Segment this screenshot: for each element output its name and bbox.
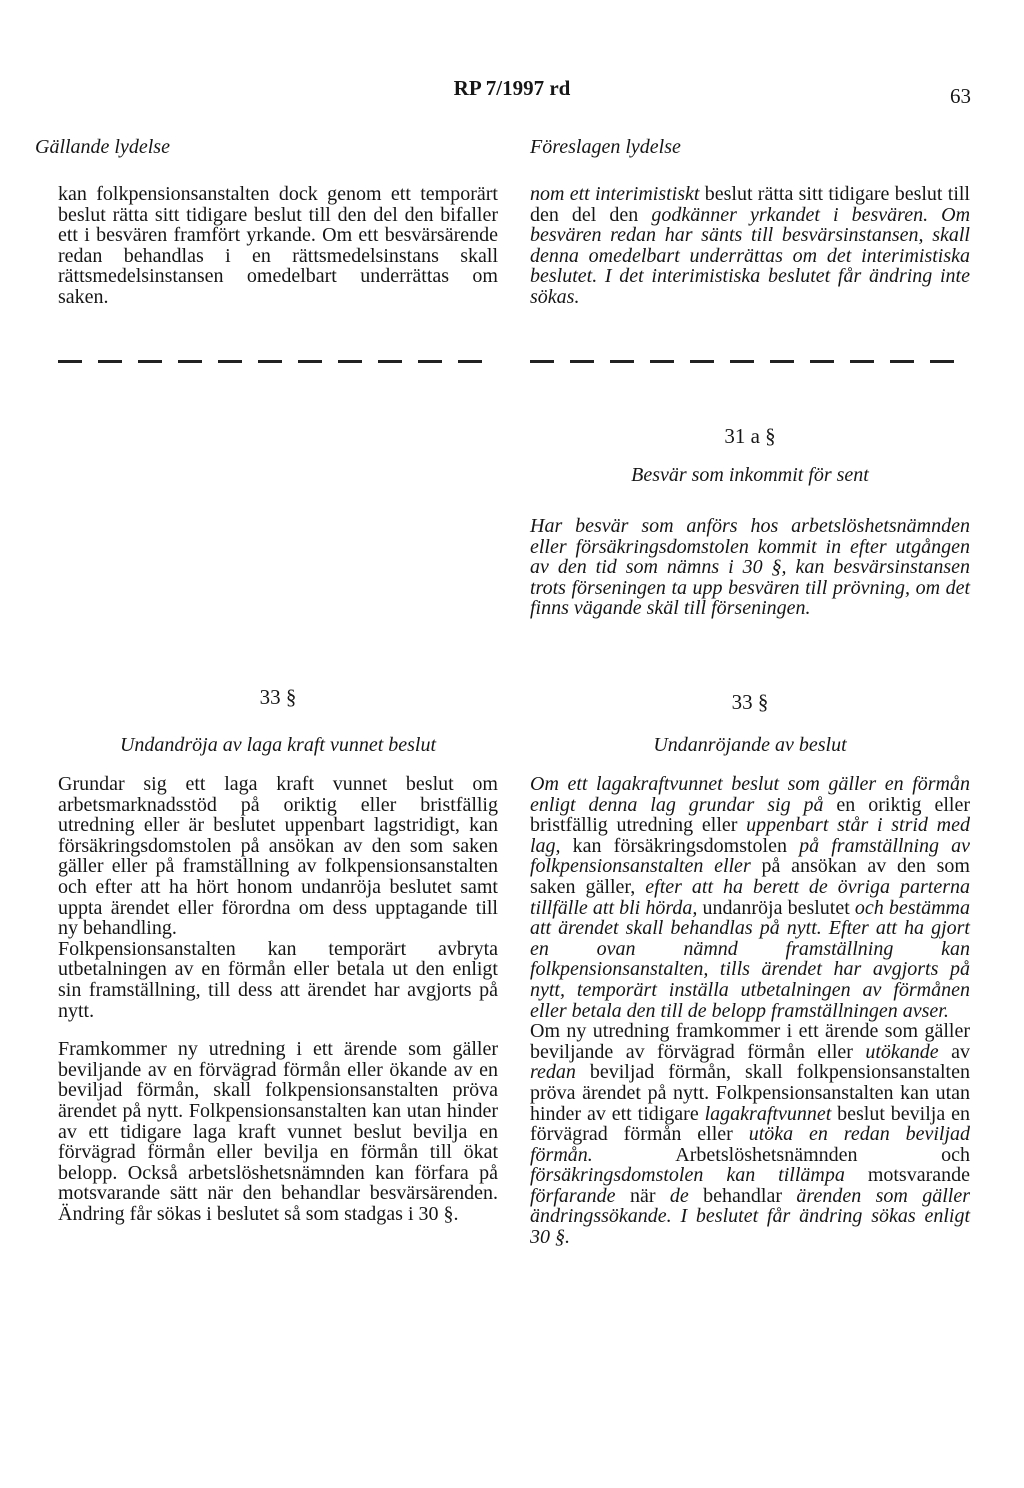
left-omission-dashes — [58, 360, 498, 363]
right-opening-block — [530, 184, 970, 308]
right-paragraph-2: Om ny utredning framkommer i ett ärende som gäller beviljande av förvägrad förmån eller utökande av redan beviljad förmån, skall folkpensionsanstalten pröva ärendet på nytt. Folkpensionsanstalten kan utan hinder av ett tidigare lagakraftvunnet beslut bevilja en förvägrad förmån eller utöka en redan beviljad förmån. Arbetslöshetsnämnden och försäkringsdomstolen kan tillämpa motsvarande förfarande när de behandlar ärenden som gäller ändringssökande. I beslutet får ändring sökas enligt 30 §. — [530, 1020, 971, 1249]
right-section-heading: Undanröjande av beslut — [653, 734, 847, 756]
document-header: RP 7/1997 rd — [453, 76, 571, 100]
right-section-number: 33 § — [731, 690, 769, 714]
left-paragraph-3: Framkommer ny utredning i ett ärende som gäller beviljande av en förvägrad förmån eller ökande av en beviljad förmån, skall folkpensionsanstalten pröva ärendet på nytt. Folkpensionsanstalten kan utan hinder av ett tidigare laga kraft vunnet beslut bevilja en förvägrad förmån eller bevilja en förmån till ökat belopp. Också arbetslöshetsnämnden kan förfara på motsvarande sätt när den behandlar besvärsärenden. Ändring får sökas i beslutet så som stadgas i 30 §. — [58, 1038, 498, 1225]
left-section-heading: Undandröja av laga kraft vunnet beslut — [119, 734, 437, 756]
right-omission-dashes — [530, 360, 970, 363]
new-section-number: 31 a § — [724, 424, 776, 448]
new-section-heading: Besvär som inkommit för sent — [631, 464, 869, 486]
left-paragraph-1: Grundar sig ett laga kraft vunnet beslut om arbetsmarknadsstöd på oriktig eller bristfällig utredning eller är beslutet uppenbart lagstridigt, kan försäkringsdomstolen på ansökan av den som saken gäller eller på framställning av folkpensionsanstalten och efter att ha hört honom undanröja beslutet samt uppta ärendet eller förordna om dess upptagande till ny behandling. — [58, 773, 498, 940]
left-section-body — [58, 774, 498, 1224]
right-section-body — [530, 774, 970, 1248]
page-number: 63 — [950, 84, 971, 108]
left-opening-block — [58, 184, 498, 308]
new-section-body — [530, 516, 970, 619]
new-section-paragraph: Har besvär som anförs hos arbetslöshetsnämnden eller försäkringsdomstolen kommit in efter utgången av den tid som nämns i 30 §, kan besvärsinstansen trots förseningen ta upp besvären till prövning, om det finns vägande skäl till förseningen. — [530, 515, 970, 620]
right-opening-paragraph: nom ett interimistiskt beslut rätta sitt tidigare beslut till den del den godkänner yrkandet i besvären. Om besvären redan har sänts till besvärsinstansen, skall denna omedelbart underrättas om det interimistiska beslutet. I det interimistiska beslutet får ändring inte sökas. — [530, 183, 971, 308]
left-paragraph-2: Folkpensionsanstalten kan temporärt avbryta utbetalningen av en förmån eller betala ut den enligt sin framställning, till dess att ärendet har avgjorts på nytt. — [58, 937, 498, 1022]
left-column-heading: Gällande lydelse — [35, 136, 170, 158]
left-section-number: 33 § — [259, 685, 297, 709]
left-opening-paragraph: kan folkpensionsanstalten dock genom ett temporärt beslut rätta sitt tidigare beslut till den del den bifaller ett i besvären framfört yrkande. Om ett besvärsärende redan behandlas i en rättsmedelsinstans skall rättsmedelsinstansen omedelbart underrättas om saken. — [58, 183, 498, 308]
right-paragraph-1: Om ett lagakraftvunnet beslut som gäller en förmån enligt denna lag grundar sig på en oriktig eller bristfällig utredning eller uppenbart står i strid med lag, kan försäkringsdomstolen på framställning av folkpensionsanstalten eller på ansökan av den som saken gäller, efter att ha berett de övriga parterna tillfälle att bli hörda, undanröja beslutet och bestämma att ärendet skall behandlas på nytt. Efter att ha gjort en ovan nämnd framställning kan folkpensionsanstalten, tills ärendet har avgjorts på nytt, temporärt inställa utbetalningen av förmånen eller betala den till de belopp framställningen avser. — [530, 773, 971, 1022]
right-column-heading: Föreslagen lydelse — [530, 136, 681, 158]
